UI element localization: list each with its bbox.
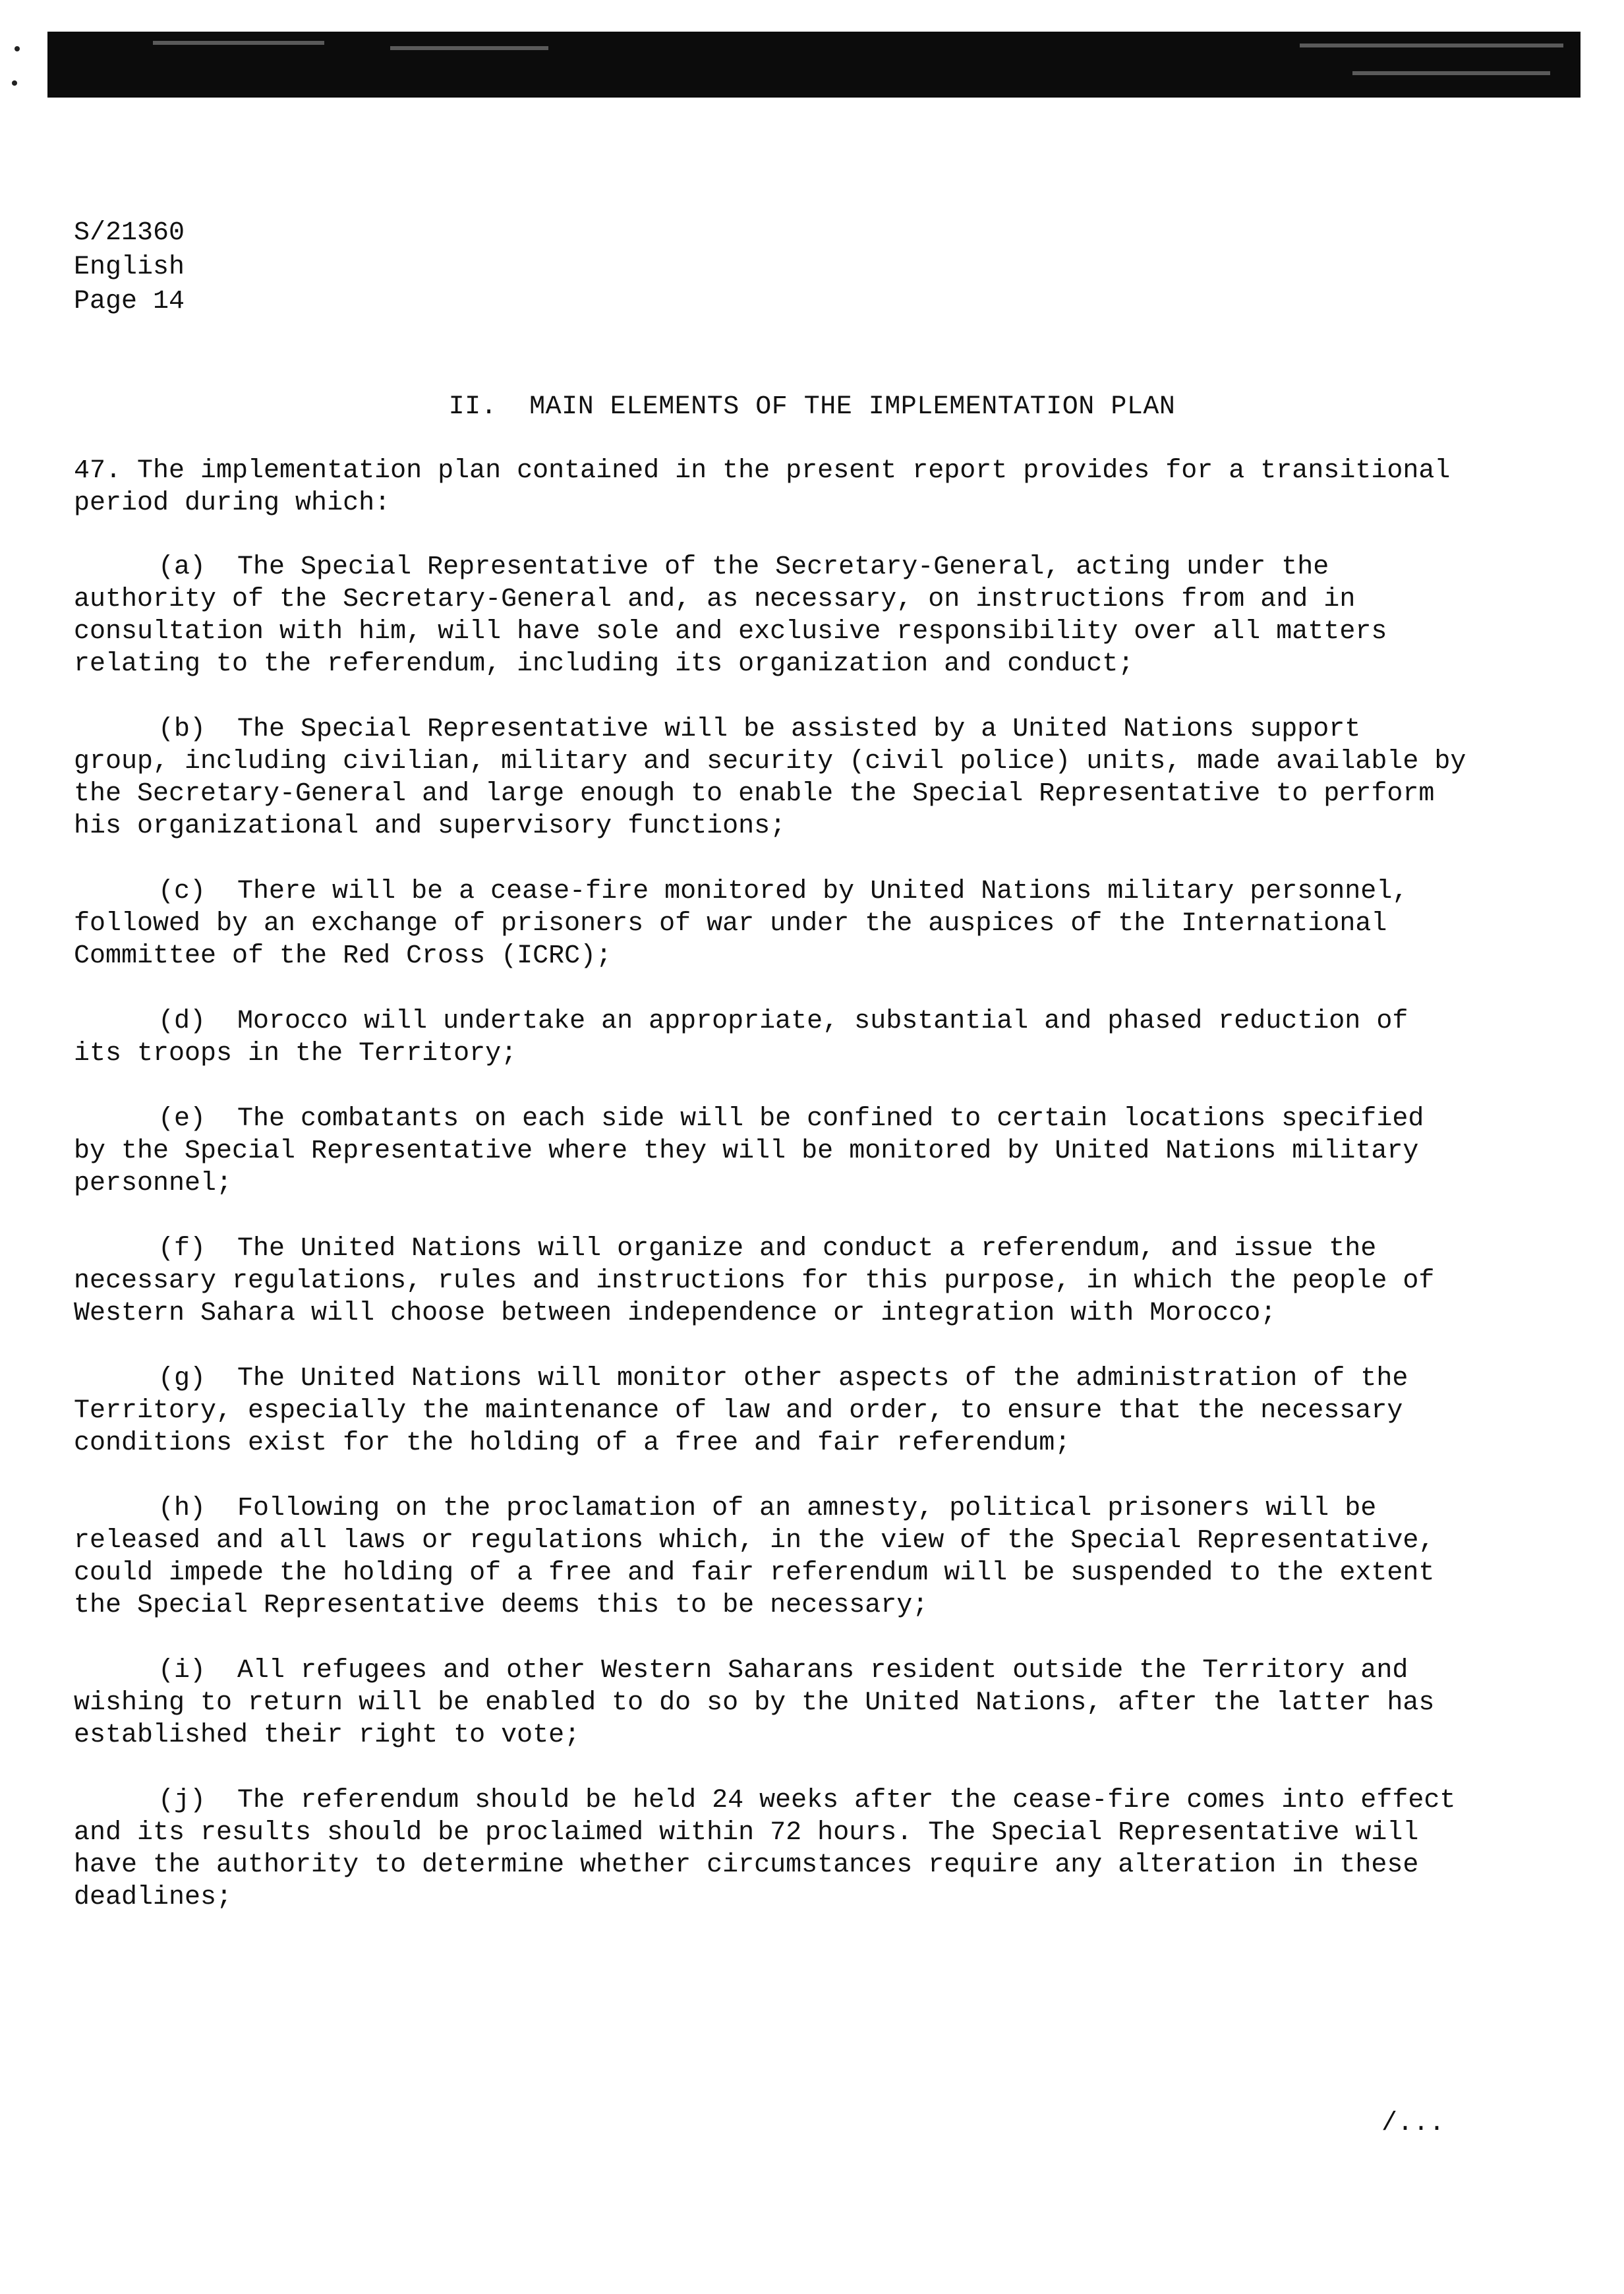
document-header	[74, 216, 185, 319]
page-number: Page 14	[74, 287, 185, 316]
list-item-f	[74, 1233, 1471, 1330]
list-item-b	[74, 713, 1471, 842]
document-language: English	[74, 252, 185, 282]
item-label: (e)	[158, 1104, 206, 1134]
item-text: Following on the proclamation of an amnesty, political prisoners will be released and all laws or regulations which, in the view of the Special Representative, could impede the holding of a free and fair referendum will be suspended to the extent the Special Representative deems this to be necessary;	[74, 1494, 1435, 1620]
item-text: The United Nations will organize and conduct a referendum, and issue the necessary regulations, rules and instructions for this purpose, in which the people of Western Sahara will choose between independence or integration with Morocco;	[74, 1234, 1435, 1328]
item-text: The referendum should be held 24 weeks after the cease-fire comes into effect and its results should be proclaimed within 72 hours. The Special Representative will have the authority to determine whether circumstances require any alteration in these deadlines;	[74, 1786, 1456, 1912]
list-item-d	[74, 1005, 1471, 1070]
item-text: The Special Representative will be assisted by a United Nations support group, including civilian, military and security (civil police) units, made available by the Secretary-General and large enough to enable the Special Representative to perform his organizational and supervisory functions;	[74, 715, 1466, 841]
list-item-i	[74, 1655, 1471, 1751]
item-label: (f)	[158, 1234, 206, 1264]
paragraph-47: 47. The implementation plan contained in the present report provides for a transitional period during which:	[74, 456, 1451, 518]
list-item-h	[74, 1492, 1471, 1622]
item-label: (i)	[158, 1656, 206, 1686]
list-item-e	[74, 1103, 1471, 1200]
item-label: (a)	[158, 552, 206, 582]
item-label: (d)	[158, 1007, 206, 1036]
list-item-a	[74, 551, 1471, 680]
item-label: (h)	[158, 1494, 206, 1523]
scan-artifact-dot	[14, 46, 20, 51]
list-item-j	[74, 1784, 1471, 1914]
item-label: (b)	[158, 715, 206, 744]
continuation-mark: /...	[1381, 2109, 1445, 2138]
item-text: All refugees and other Western Saharans resident outside the Territory and wishing to return will be enabled to do so by the United Nations, after the latter has established their right to vote;	[74, 1656, 1435, 1750]
item-text: The Special Representative of the Secretary-General, acting under the authority of the Secretary-General and, as necessary, on instructions from and in consultation with him, will have sole and exclusive responsibility over all matters relating to the referendum, including its organization and conduct;	[74, 552, 1387, 679]
item-label: (j)	[158, 1786, 206, 1815]
document-body	[74, 455, 1471, 1947]
section-title: II. MAIN ELEMENTS OF THE IMPLEMENTATION PLAN	[448, 392, 1176, 422]
item-text: The combatants on each side will be confined to certain locations specified by the Special Representative where they will be monitored by United Nations military personnel;	[74, 1104, 1424, 1198]
item-label: (g)	[158, 1364, 206, 1394]
scan-artifact-bar	[47, 32, 1580, 98]
list-item-c	[74, 875, 1471, 972]
item-text: The United Nations will monitor other aspects of the administration of the Territory, especially the maintenance of law and order, to ensure that the necessary conditions exist for the holding of a free and fair referendum;	[74, 1364, 1408, 1458]
list-item-g	[74, 1363, 1471, 1459]
scan-artifact-dot	[12, 80, 17, 86]
document-symbol: S/21360	[74, 218, 185, 248]
item-label: (c)	[158, 877, 206, 906]
item-text: Morocco will undertake an appropriate, substantial and phased reduction of its troops in the Territory;	[74, 1007, 1408, 1069]
item-text: There will be a cease-fire monitored by United Nations military personnel, followed by an exchange of prisoners of war under the auspices of the International Committee of the Red Cross (ICRC);	[74, 877, 1408, 971]
